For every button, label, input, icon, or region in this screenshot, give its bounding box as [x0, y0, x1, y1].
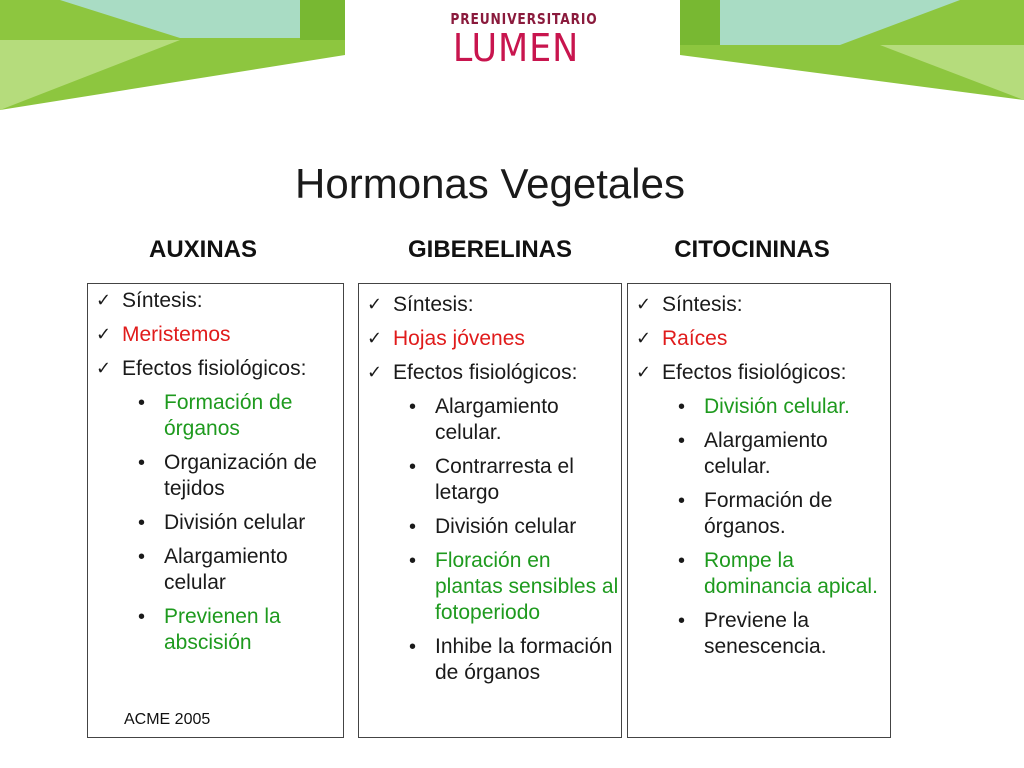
list-item: [88, 390, 343, 442]
list-item: [628, 608, 890, 660]
effect-text: Alargamiento celular: [164, 545, 288, 594]
check-text: Síntesis:: [393, 293, 474, 316]
auxinas-box: [87, 283, 344, 738]
giberelinas-box: [358, 283, 622, 738]
check-text: Efectos fisiológicos:: [393, 361, 578, 384]
effect-text: Contrarresta el letargo: [435, 455, 574, 504]
check-text: Efectos fisiológicos:: [662, 361, 847, 384]
citocininas-effects-list: [628, 394, 890, 660]
giberelinas-synthesis-site: [359, 326, 621, 352]
list-item: [628, 548, 890, 600]
heading-auxinas: AUXINAS: [148, 236, 257, 263]
list-item: [628, 488, 890, 540]
list-item: [88, 604, 343, 656]
effect-text: División celular.: [704, 395, 850, 418]
bullet-icon: •: [138, 512, 146, 534]
effect-text: División celular: [435, 515, 577, 538]
effect-text: Previenen la abscisión: [164, 605, 281, 654]
check-icon: ✓: [96, 324, 112, 345]
banner-left-dark: [300, 0, 345, 40]
check-icon: ✓: [367, 294, 383, 315]
bullet-icon: •: [678, 610, 686, 632]
list-item: [359, 394, 621, 446]
bullet-icon: •: [678, 430, 686, 452]
check-text: Raíces: [662, 327, 728, 350]
check-icon: ✓: [96, 358, 112, 379]
bullet-icon: •: [409, 456, 417, 478]
bullet-icon: •: [138, 392, 146, 414]
auxinas-effects-list: [88, 390, 343, 656]
check-text: Síntesis:: [122, 289, 203, 312]
list-item: [359, 454, 621, 506]
effect-text: Floración en plantas sensibles al fotoperiodo: [435, 549, 619, 624]
check-text: Hojas jóvenes: [393, 327, 525, 350]
bullet-icon: •: [409, 636, 417, 658]
giberelinas-synthesis-label: [359, 292, 621, 318]
bullet-icon: •: [678, 396, 686, 418]
check-text: Efectos fisiológicos:: [122, 357, 307, 380]
check-icon: ✓: [367, 362, 383, 383]
check-icon: ✓: [636, 294, 652, 315]
check-text: Síntesis:: [662, 293, 743, 316]
effect-text: División celular: [164, 511, 306, 534]
bullet-icon: •: [409, 516, 417, 538]
bullet-icon: •: [678, 490, 686, 512]
check-icon: ✓: [96, 290, 112, 311]
banner-right-dark: [680, 0, 720, 45]
heading-giberelinas: GIBERELINAS: [407, 236, 572, 263]
effect-text: Previene la senescencia.: [704, 609, 827, 658]
effect-text: Formación de órganos: [164, 391, 293, 440]
list-item: [359, 634, 621, 686]
heading-citocininas: CITOCININAS: [674, 236, 830, 263]
logo-subtitle: PREUNIVERSITARIO: [450, 10, 598, 28]
citocininas-synthesis-label: [628, 292, 890, 318]
check-text: Meristemos: [122, 323, 231, 346]
list-item: [628, 428, 890, 480]
bullet-icon: •: [409, 396, 417, 418]
giberelinas-check-list: [359, 292, 621, 386]
citocininas-effects-label: [628, 360, 890, 386]
effect-text: Alargamiento celular.: [435, 395, 559, 444]
lumen-logo: [436, 10, 596, 68]
effect-text: Inhibe la formación de órganos: [435, 635, 613, 684]
auxinas-check-list: [88, 288, 343, 382]
bullet-icon: •: [409, 550, 417, 572]
bullet-icon: •: [138, 606, 146, 628]
effect-text: Organización de tejidos: [164, 451, 317, 500]
list-item: [359, 514, 621, 540]
check-icon: ✓: [367, 328, 383, 349]
source-note: ACME 2005: [124, 711, 211, 728]
auxinas-effects-label: [88, 356, 343, 382]
check-icon: ✓: [636, 362, 652, 383]
list-item: [359, 548, 621, 626]
giberelinas-effects-list: [359, 394, 621, 686]
bullet-icon: •: [138, 452, 146, 474]
auxinas-synthesis-label: [88, 288, 343, 314]
list-item: [88, 450, 343, 502]
bullet-icon: •: [678, 550, 686, 572]
citocininas-box: [627, 283, 891, 738]
citocininas-synthesis-site: [628, 326, 890, 352]
effect-text: Formación de órganos.: [704, 489, 833, 538]
list-item: [628, 394, 890, 420]
effect-text: Alargamiento celular.: [704, 429, 828, 478]
check-icon: ✓: [636, 328, 652, 349]
list-item: [88, 510, 343, 536]
slide-title: Hormonas Vegetales: [295, 160, 685, 207]
effect-text: Rompe la dominancia apical.: [704, 549, 878, 598]
bullet-icon: •: [138, 546, 146, 568]
giberelinas-effects-label: [359, 360, 621, 386]
citocininas-check-list: [628, 292, 890, 386]
auxinas-synthesis-site: [88, 322, 343, 348]
logo-name: LUMEN: [452, 26, 580, 70]
list-item: [88, 544, 343, 596]
